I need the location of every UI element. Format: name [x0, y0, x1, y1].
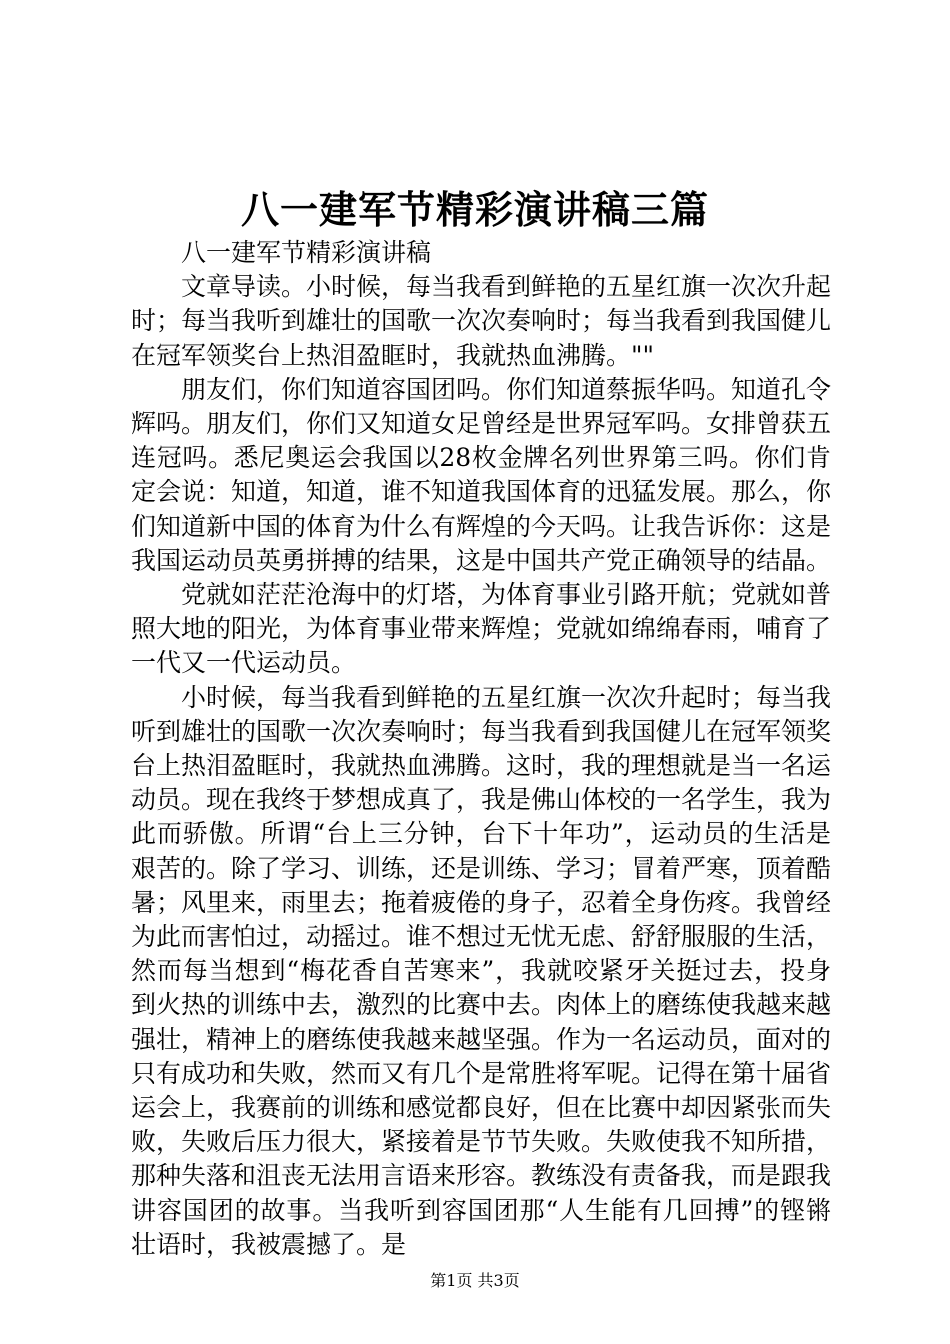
document-subtitle: 八一建军节精彩演讲稿: [181, 238, 432, 267]
paragraph-party: 党就如茫茫沧海中的灯塔，为体育事业引路开航；党就如普照大地的阳光，为体育事业带来辉煌；党就如绵绵春雨，哺育了一代又一代运动员。: [131, 580, 832, 678]
paragraph-childhood: 小时候，每当我看到鲜艳的五星红旗一次次升起时；每当我听到雄壮的国歌一次次奏响时；每当我看到我国健儿在冠军领奖台上热泪盈眶时，我就热血沸腾。这时，我的理想就是当一名运动员。现在我终于梦想成真了，我是佛山体校的一名学生，我为此而骄傲。所谓“台上三分钟，台下十年功”，运动员的生活是艰苦的。除了学习、训练，还是训练、学习；冒着严寒，顶着酷暑；风里来，雨里去；拖着疲倦的身子，忍着全身伤疼。我曾经为此而害怕过，动摇过。谁不想过无忧无虑、舒舒服服的生活，然而每当想到“梅花香自苦寒来”，我就咬紧牙关挺过去，投身到火热的训练中去，激烈的比赛中去。肉体上的磨练使我越来越强壮，精神上的磨练使我越来越坚强。作为一名运动员，面对的只有成功和失败，然而又有几个是常胜将军呢。记得在第十届省运会上，我赛前的训练和感觉都良好，但在比赛中却因紧张而失败，失败后压力很大，紧接着是节节失败。失败使我不知所措，那种失落和沮丧无法用言语来形容。教练没有责备我，而是跟我讲容国团的故事。当我听到容国团那“人生能有几回搏”的铿锵壮语时，我被震撼了。是: [131, 682, 832, 1259]
document-body: [131, 236, 831, 1262]
paragraph-intro: 文章导读。小时候，每当我看到鲜艳的五星红旗一次次升起时；每当我听到雄壮的国歌一次次奏响时；每当我看到我国健儿在冠军领奖台上热泪盈眶时，我就热血沸腾。"": [131, 272, 832, 370]
page-footer: 第1页 共3页: [430, 1271, 520, 1290]
document-title: 八一建军节精彩演讲稿三篇: [240, 187, 709, 232]
paragraph-friends: 朋友们，你们知道容国团吗。你们知道蔡振华吗。知道孔令辉吗。朋友们，你们又知道女足曾经是世界冠军吗。女排曾获五连冠吗。悉尼奥运会我国以28枚金牌名列世界第三吗。你们肯定会说：知道，知道，谁不知道我国体育的迅猛发展。那么，你们知道新中国的体育为什么有辉煌的今天吗。让我告诉你：这是我国运动员英勇拼搏的结果，这是中国共产党正确领导的结晶。: [131, 374, 832, 575]
